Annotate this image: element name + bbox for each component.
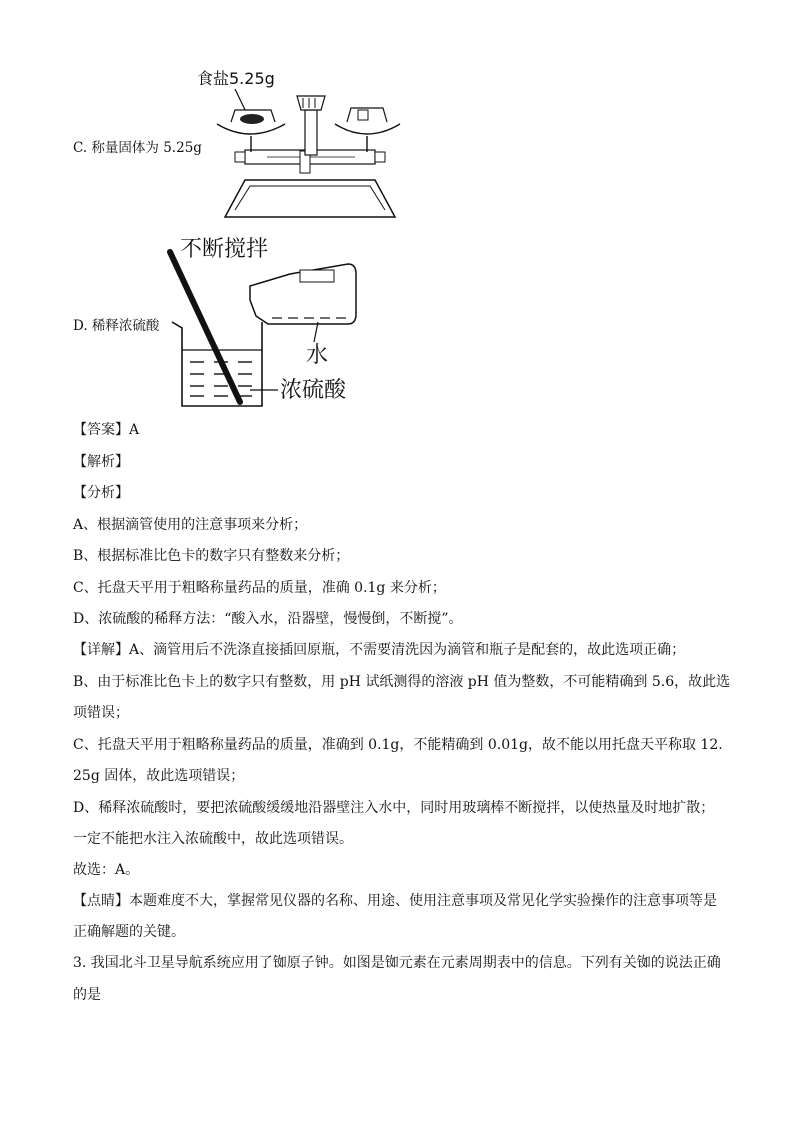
fenxi-heading: 【分析】 <box>73 485 129 501</box>
detail-line: B、由于标准比色卡上的数字只有整数，用 pH 试纸测得的溶液 pH 值为整数，不可能精确到 5.6，故此选 <box>73 674 731 690</box>
acid-label: 浓硫酸 <box>280 378 347 403</box>
comment-line: 正确解题的关键。 <box>73 924 185 940</box>
analysis-heading: 【解析】 <box>73 454 129 470</box>
water-label: 水 <box>306 343 329 368</box>
conclusion-line: 故选：A。 <box>73 862 140 878</box>
detail-line: 项错误； <box>73 705 129 721</box>
detail-line: 一定不能把水注入浓硫酸中，故此选项错误。 <box>73 831 353 847</box>
detail-line: 25g 固体，故此选项错误； <box>73 768 245 784</box>
analysis-line-c: C、托盘天平用于粗略称量药品的质量，准确 0.1g 来分析； <box>73 580 446 596</box>
comment-line: 【点睛】本题难度不大，掌握常见仪器的名称、用途、使用注意事项及常见化学实验操作的注意事项等是 <box>73 893 717 909</box>
option-c-label: C. 称量固体为 5.25g <box>73 140 202 156</box>
question-3-line: 的是 <box>73 987 101 1003</box>
question-3-line: 3. 我国北斗卫星导航系统应用了铷原子钟。如图是铷元素在元素周期表中的信息。下列有关铷的说法正确 <box>73 955 721 971</box>
balance-figure <box>197 62 405 222</box>
analysis-line-b: B、根据标准比色卡的数字只有整数来分析； <box>73 548 350 564</box>
analysis-line-a: A、根据滴管使用的注意事项来分析； <box>73 517 308 533</box>
stir-label: 不断搅拌 <box>180 237 269 262</box>
dilution-figure <box>160 230 380 410</box>
detail-line: 【详解】A、滴管用后不洗涤直接插回原瓶，不需要清洗因为滴管和瓶子是配套的，故此选项正确； <box>73 642 686 658</box>
option-d-label: D. 稀释浓硫酸 <box>73 318 160 334</box>
salt-mass-label: 食盐5.25g <box>197 69 275 88</box>
answer-line: 【答案】A <box>73 422 140 438</box>
analysis-line-d: D、浓硫酸的稀释方法：“酸入水，沿器壁，慢慢倒，不断搅”。 <box>73 611 463 627</box>
detail-line: D、稀释浓硫酸时，要把浓硫酸缓缓地沿器壁注入水中，同时用玻璃棒不断搅拌，以使热量及时地扩散； <box>73 800 715 816</box>
detail-line: C、托盘天平用于粗略称量药品的质量，准确到 0.1g，不能精确到 0.01g，故不能以用托盘天平称取 12. <box>73 737 723 753</box>
